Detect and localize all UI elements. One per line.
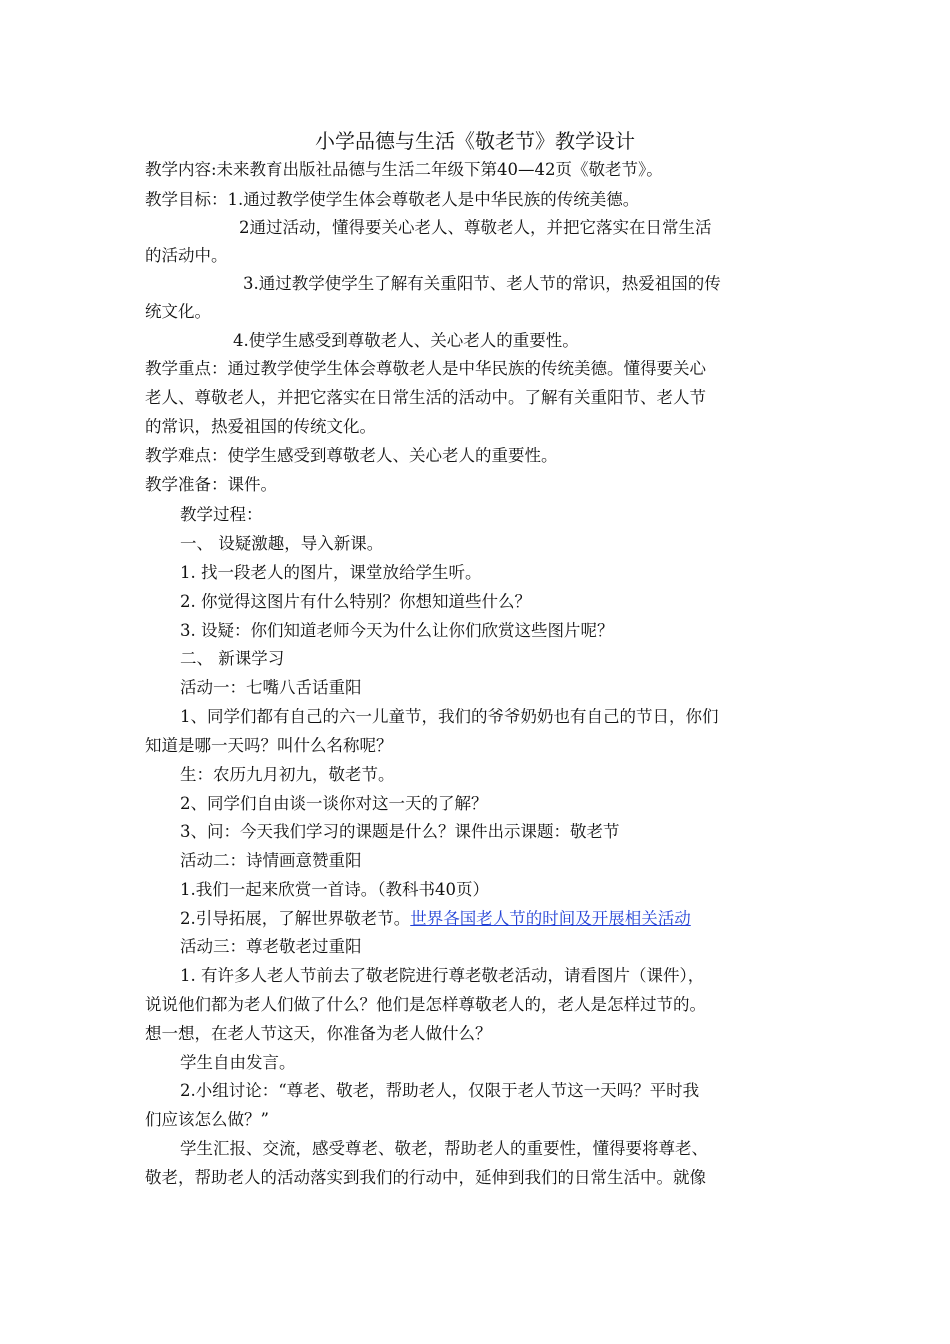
part1-step-1: 1. 找一段老人的图片，课堂放给学生听。 xyxy=(180,563,482,582)
teaching-goals-label: 教学目标： xyxy=(145,190,228,209)
teaching-content: 教学内容:未来教育出版社品德与生活二年级下第40—42页《敬老节》。 xyxy=(145,160,663,179)
difficulty: 教学难点：使学生感受到尊敬老人、关心老人的重要性。 xyxy=(145,446,558,465)
activity1-p3: 3、问：今天我们学习的课题是什么？课件出示课题：敬老节 xyxy=(180,822,620,841)
activity3-p3-line-2: 敬老，帮助老人的活动落实到我们的行动中，延伸到我们的日常生活中。就像 xyxy=(145,1168,706,1187)
activity3-p1-line-1: 1. 有许多人老人节前去了敬老院进行尊老敬老活动，请看图片（课件）， xyxy=(180,966,705,985)
goal-3-line-2: 统文化。 xyxy=(145,302,211,321)
activity3-p3-line-1: 学生汇报、交流，感受尊老、敬老，帮助老人的重要性，懂得要将尊老、 xyxy=(180,1139,708,1158)
page-title: 小学品德与生活《敬老节》教学设计 xyxy=(315,129,635,153)
key-point-line-3: 的常识，热爱祖国的传统文化。 xyxy=(145,417,376,436)
goal-1: 1.通过教学使学生体会尊敬老人是中华民族的传统美德。 xyxy=(227,190,640,209)
part2-heading: 二、 新课学习 xyxy=(180,649,285,668)
part1-step-2: 2. 你觉得这图片有什么特别？你想知道些什么？ xyxy=(180,592,531,611)
process-heading: 教学过程： xyxy=(180,505,263,524)
activity3-p1-line-2: 说说他们都为老人们做了什么？他们是怎样尊敬老人的，老人是怎样过节的。 xyxy=(145,995,706,1014)
activity1-title: 活动一：七嘴八舌话重阳 xyxy=(180,678,362,697)
activity1-p1-line-1: 1、同学们都有自己的六一儿童节，我们的爷爷奶奶也有自己的节日，你们 xyxy=(180,707,719,726)
preparation: 教学准备：课件。 xyxy=(145,475,277,494)
goal-3-line-1: 3.通过教学使学生了解有关重阳节、老人节的常识，热爱祖国的传 xyxy=(243,274,721,293)
world-elderly-day-link[interactable]: 世界各国老人节的时间及开展相关活动 xyxy=(410,909,691,928)
part1-step-3: 3. 设疑：你们知道老师今天为什么让你们欣赏这些图片呢？ xyxy=(180,621,614,640)
activity2-p2-line xyxy=(145,905,840,933)
goal-2-line-2: 的活动中。 xyxy=(145,246,228,265)
activity3-free-speech: 学生自由发言。 xyxy=(180,1053,296,1072)
part1-heading: 一、 设疑激趣，导入新课。 xyxy=(180,534,384,553)
activity3-p1-line-3: 想一想，在老人节这天，你准备为老人做什么？ xyxy=(145,1024,492,1043)
activity1-answer: 生：农历九月初九，敬老节。 xyxy=(180,765,395,784)
activity2-title: 活动二：诗情画意赞重阳 xyxy=(180,851,362,870)
activity1-p1-line-2: 知道是哪一天吗？叫什么名称呢？ xyxy=(145,736,393,755)
activity3-title: 活动三：尊老敬老过重阳 xyxy=(180,937,362,956)
goal-2-line-1: 2通过活动，懂得要关心老人、尊敬老人，并把它落实在日常生活 xyxy=(239,218,712,237)
activity1-p2: 2、同学们自由谈一谈你对这一天的了解？ xyxy=(180,794,488,813)
key-point-line-1: 教学重点：通过教学使学生体会尊敬老人是中华民族的传统美德。懂得要关心 xyxy=(145,359,706,378)
activity2-p1: 1.我们一起来欣赏一首诗。（教科书40页） xyxy=(180,880,489,899)
goal-4: 4.使学生感受到尊敬老人、关心老人的重要性。 xyxy=(233,331,579,350)
activity3-p2-line-2: 们应该怎么做？” xyxy=(145,1110,269,1129)
key-point-line-2: 老人、尊敬老人，并把它落实在日常生活的活动中。了解有关重阳节、老人节 xyxy=(145,388,706,407)
teaching-goals-line xyxy=(145,186,805,214)
activity3-p2-line-1: 2.小组讨论：“尊老、敬老，帮助老人，仅限于老人节这一天吗？平时我 xyxy=(180,1081,700,1100)
activity2-p2: 2.引导拓展，了解世界敬老节。 xyxy=(180,909,411,928)
